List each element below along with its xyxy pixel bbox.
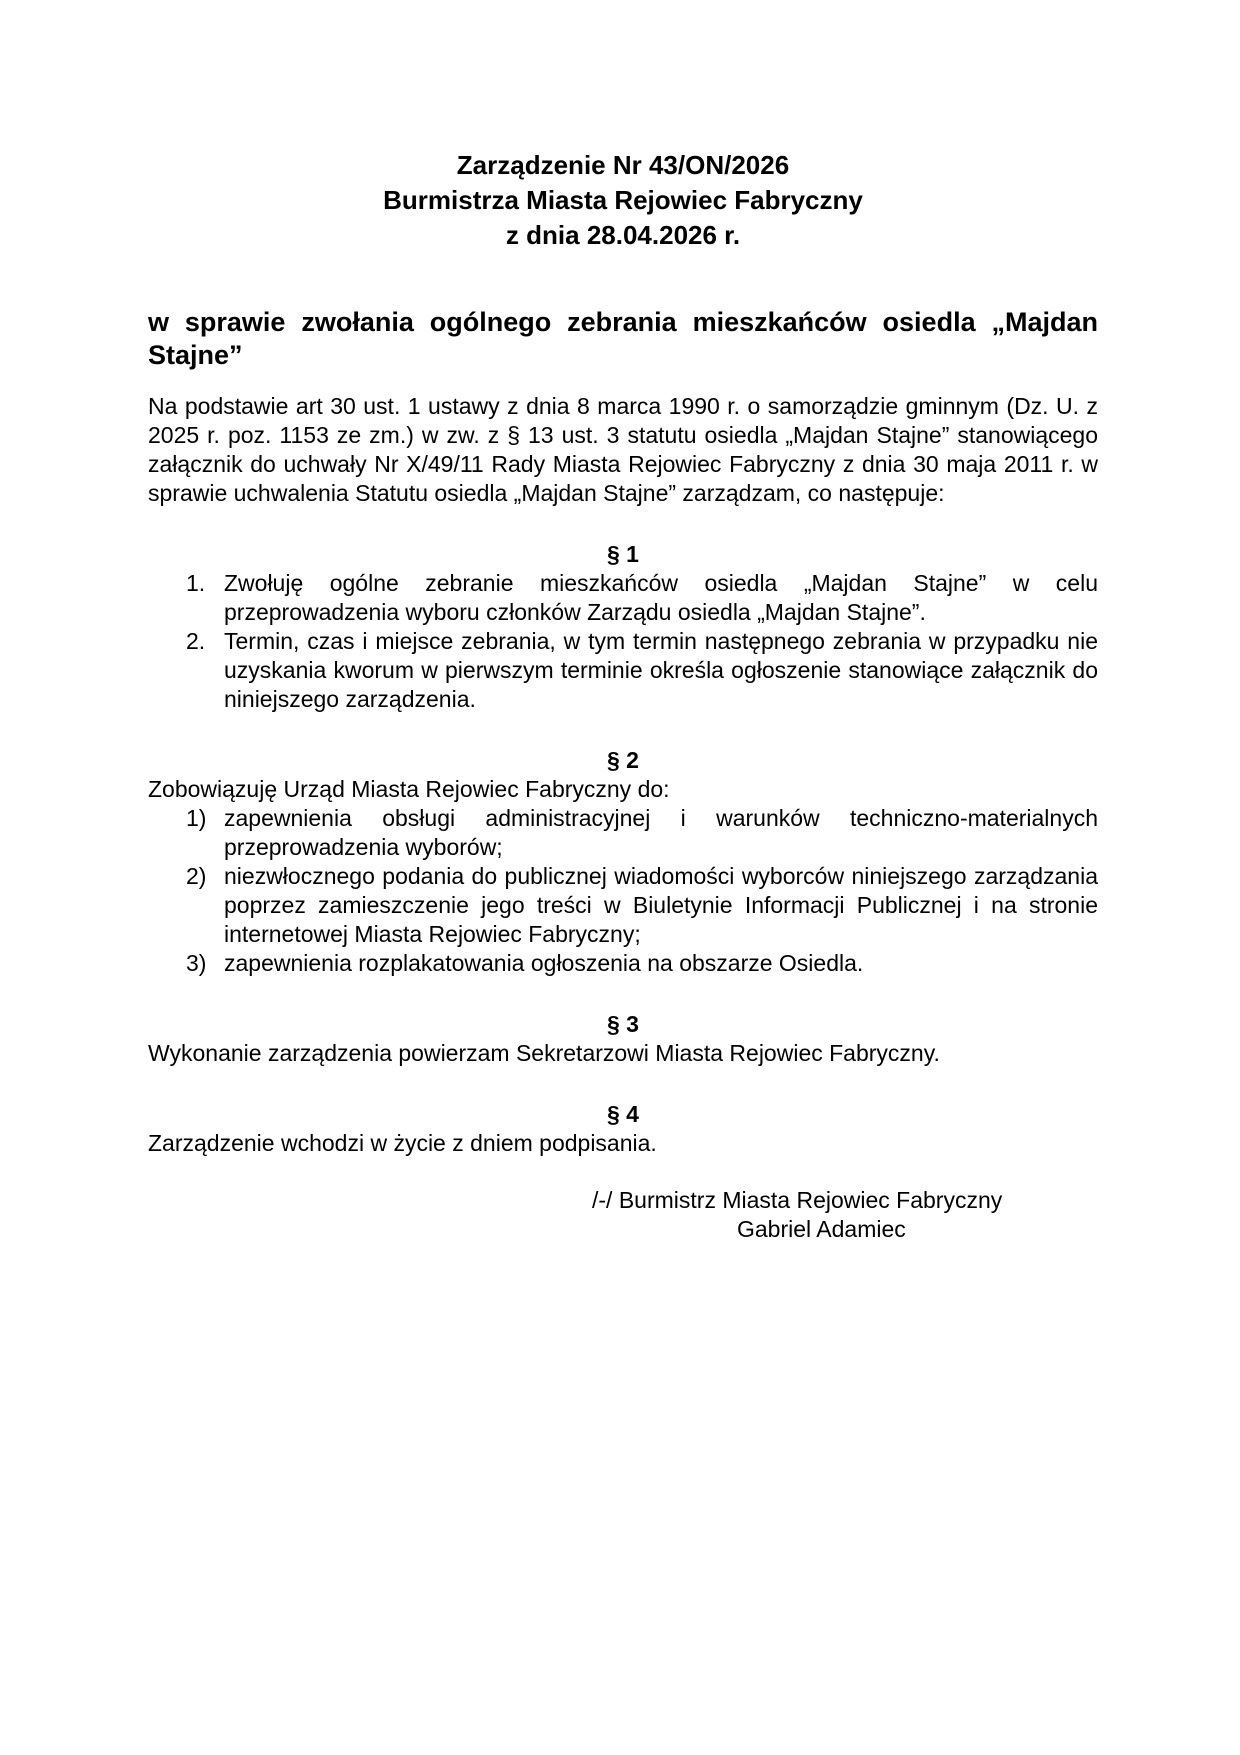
section-title: § 2: [607, 747, 639, 773]
document-header: [148, 148, 1098, 253]
document-subject: w sprawie zwołania ogólnego zebrania mieszkańców osiedla „Majdan Stajne”: [148, 307, 1098, 370]
list-item-number: 2.: [186, 628, 206, 654]
list-item-number: 3): [186, 950, 207, 976]
list-item-number: 1.: [186, 570, 206, 596]
list-item-text: zapewnienia rozplakatowania ogłoszenia na obszarze Osiedla.: [224, 950, 864, 976]
signature-block: [592, 1186, 1052, 1244]
legal-basis-paragraph: Na podstawie art 30 ust. 1 ustawy z dnia 8 marca 1990 r. o samorządzie gminnym (Dz. U. z 2025 r. poz. 1153 ze zm.) w zw. z § 13 ust. 3 statutu osiedla „Majdan Stajne” stanowiącego załącznik do uchwały Nr X/49/11 Rady Miasta Rejowiec Fabryczny z dnia 30 maja 2011 r. w sprawie uchwalenia Statutu osiedla „Majdan Stajne” zarządzam, co następuje:: [148, 393, 1098, 506]
section-1: [148, 540, 1098, 714]
list-item-text: niezwłocznego podania do publicznej wiadomości wyborców niniejszego zarządzania poprzez zamieszczenie jego treści w Biuletynie Informacji Publicznej i na stronie internetowej Miasta Rejowiec Fabryczny;: [224, 863, 1098, 947]
list-item-text: zapewnienia obsługi administracyjnej i warunków techniczno-materialnych przeprowadzenia wyborów;: [224, 805, 1098, 860]
section-3: [148, 1010, 1098, 1068]
list-item-text: Termin, czas i miejsce zebrania, w tym termin następnego zebrania w przypadku nie uzyskania kworum w pierwszym terminie określa ogłoszenie stanowiące załącznik do niniejszego zarządzenia.: [224, 628, 1098, 712]
list-item: [148, 627, 1098, 714]
document-body: [148, 148, 1098, 1244]
list-item-number: 1): [186, 805, 207, 831]
signatory-name: Gabriel Adamiec: [737, 1216, 906, 1242]
list-item: [148, 804, 1098, 862]
list-item: [148, 569, 1098, 627]
section-2-list: [148, 804, 1098, 978]
section-title: § 3: [607, 1011, 639, 1037]
section-title: § 1: [607, 541, 639, 567]
section-4: [148, 1100, 1098, 1158]
order-date: z dnia 28.04.2026 r.: [505, 220, 741, 250]
list-item-number: 2): [186, 863, 207, 889]
section-text: Zarządzenie wchodzi w życie z dniem podpisania.: [148, 1130, 657, 1156]
issuer: Burmistrza Miasta Rejowiec Fabryczny: [383, 185, 863, 215]
section-intro: Zobowiązuję Urząd Miasta Rejowiec Fabryczny do:: [148, 776, 670, 802]
section-title: § 4: [607, 1101, 639, 1127]
signatory-title: /-/ Burmistrz Miasta Rejowiec Fabryczny: [592, 1187, 1003, 1213]
section-2: [148, 746, 1098, 978]
order-number: Zarządzenie Nr 43/ON/2026: [456, 150, 790, 180]
section-text: Wykonanie zarządzenia powierzam Sekretarzowi Miasta Rejowiec Fabryczny.: [148, 1040, 940, 1066]
section-1-list: [148, 569, 1098, 714]
list-item-text: Zwołuję ogólne zebranie mieszkańców osiedla „Majdan Stajne” w celu przeprowadzenia wyboru członków Zarządu osiedla „Majdan Stajne”.: [224, 570, 1098, 625]
list-item: [148, 949, 1098, 978]
list-item: [148, 862, 1098, 949]
